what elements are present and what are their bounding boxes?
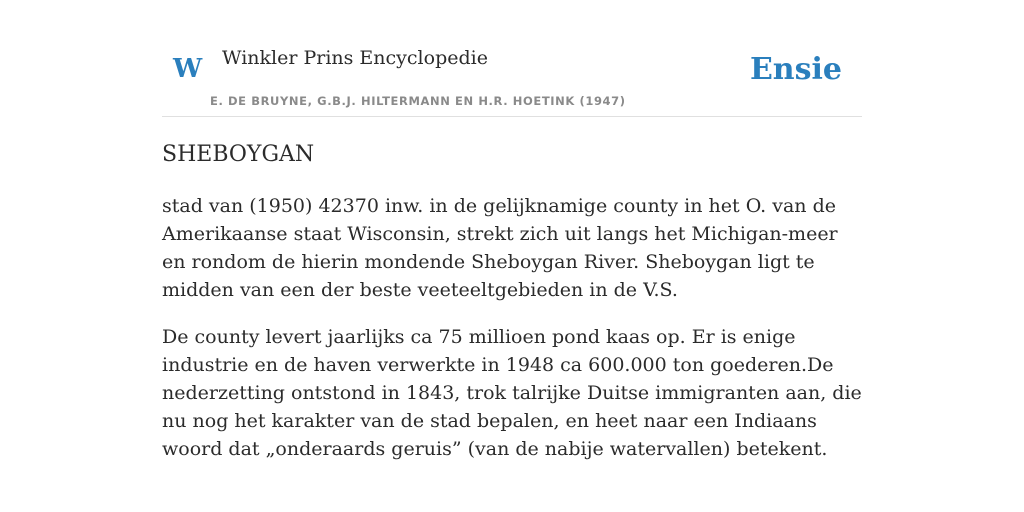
article-headword: SHEBOYGAN bbox=[162, 142, 315, 167]
ensie-logo-link[interactable]: Ensie bbox=[749, 52, 842, 87]
article-paragraph: De county levert jaarlijks ca 75 millioen pond kaas op. Er is enige industrie en de haven verwerkte in 1948 ca 600.000 ton goederen.De nederzetting ontstond in 1843, trok talrijke Duitse immigranten aan, die nu nog het karakter van de stad bepalen, en heet naar een Indiaans woord dat „onderaards geruis” (van de nabije watervallen) betekent. bbox=[162, 326, 862, 460]
article-paragraph: stad van (1950) 42370 inw. in de gelijknamige county in het O. van de Amerikaanse staat Wisconsin, strekt zich uit langs het Michigan-meer en rondom de hierin mondende Sheboygan River. Sheboygan ligt te midden van een der beste veeteeltgebieden in de V.S. bbox=[162, 195, 838, 301]
encyclopedia-title[interactable]: Winkler Prins Encyclopedie bbox=[222, 47, 488, 69]
encyclopedia-authors: E. DE BRUYNE, G.B.J. HILTERMANN EN H.R. HOETINK (1947) bbox=[210, 94, 626, 108]
header bbox=[162, 0, 862, 117]
article-body bbox=[162, 192, 866, 482]
encyclopedia-logo-icon[interactable]: W bbox=[173, 54, 203, 84]
page bbox=[162, 0, 862, 512]
